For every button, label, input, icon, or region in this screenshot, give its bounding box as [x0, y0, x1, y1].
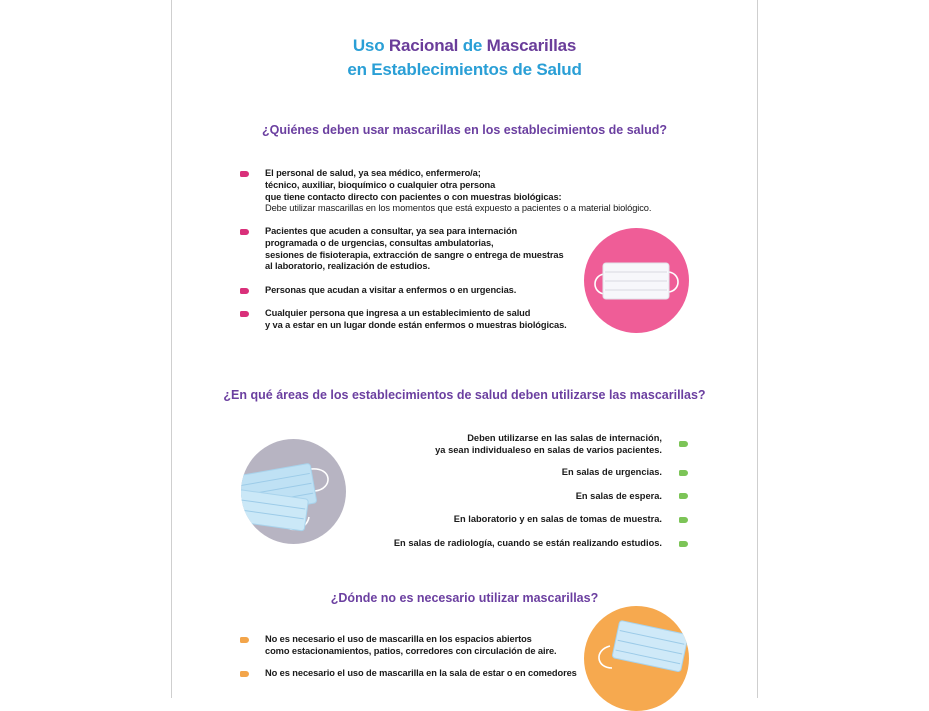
section2-question: ¿En qué áreas de los establecimientos de salud deben utilizarse las mascarillas? [223, 388, 706, 402]
item-line: como estacionamientos, patios, corredores con circulación de aire. [265, 645, 557, 656]
bullet-icon [240, 288, 249, 294]
item-line: No es necesario el uso de mascarilla en la sala de estar o en comedores [265, 668, 577, 678]
page-title-line2: en Establecimientos de Salud [347, 60, 582, 79]
page-title-line1 [0, 36, 929, 56]
list-item [265, 668, 577, 680]
item-line: al laboratorio, realización de estudios. [265, 261, 430, 272]
title-word: Uso [352, 36, 389, 55]
title-word: Racional [388, 36, 463, 55]
list-item [265, 308, 567, 332]
item-line: que tiene contacto directo con pacientes o con muestras biológicas: [265, 191, 562, 202]
bullet-icon [679, 493, 688, 499]
list-item [265, 634, 557, 658]
bullet-icon [679, 441, 688, 447]
item-line: El personal de salud, ya sea médico, enfermero/a; [265, 168, 481, 178]
item-line: y va a estar en un lugar donde están enfermos o muestras biológicas. [265, 319, 567, 330]
mask-photo-blue [241, 439, 346, 544]
item-line: ya sean individualeso en salas de varios pacientes. [435, 444, 662, 455]
item-line: técnico, auxiliar, bioquímico o cualquier otra persona [265, 179, 496, 190]
list-item [265, 168, 651, 215]
section1-question: ¿Quiénes deben usar mascarillas en los establecimientos de salud? [261, 123, 667, 137]
item-line: Personas que acudan a visitar a enfermos o en urgencias. [265, 285, 517, 295]
section3-question: ¿Dónde no es necesario utilizar mascarillas? [330, 591, 599, 605]
list-item: En salas de radiología, cuando se están realizando estudios. [393, 538, 662, 548]
mask-photo-pink [584, 228, 689, 333]
bullet-icon [240, 671, 249, 677]
mask-photo-orange [584, 606, 689, 711]
list-item: En laboratorio y en salas de tomas de muestra. [453, 514, 662, 524]
item-line: No es necesario el uso de mascarilla en los espacios abiertos [265, 634, 532, 644]
bullet-icon [679, 541, 688, 547]
item-note: Debe utilizar mascarillas en los momentos que está expuesto a pacientes o a material biológico. [265, 203, 652, 214]
title-word: Mascarillas [486, 36, 577, 55]
bullet-icon [240, 171, 249, 177]
bullet-icon [679, 517, 688, 523]
bullet-icon [679, 470, 688, 476]
surgical-mask-icon [584, 606, 689, 711]
list-item: En salas de urgencias. [561, 467, 662, 477]
list-item: En salas de espera. [575, 491, 662, 501]
list-item [435, 433, 662, 457]
bullet-icon [240, 229, 249, 235]
title-word: de [462, 36, 487, 55]
list-item [265, 285, 516, 297]
item-line: Pacientes que acuden a consultar, ya sea para internación [265, 226, 518, 236]
item-line: programada o de urgencias, consultas ambulatorias, [265, 237, 494, 248]
item-line: Cualquier persona que ingresa a un establecimiento de salud [265, 308, 531, 318]
surgical-mask-icon [584, 228, 689, 333]
surgical-mask-icon [241, 439, 346, 544]
item-line: Deben utilizarse en las salas de internación, [467, 433, 662, 443]
item-line: sesiones de fisioterapia, extracción de sangre o entrega de muestras [265, 249, 564, 260]
list-item [265, 226, 564, 273]
bullet-icon [240, 637, 249, 643]
bullet-icon [240, 311, 249, 317]
